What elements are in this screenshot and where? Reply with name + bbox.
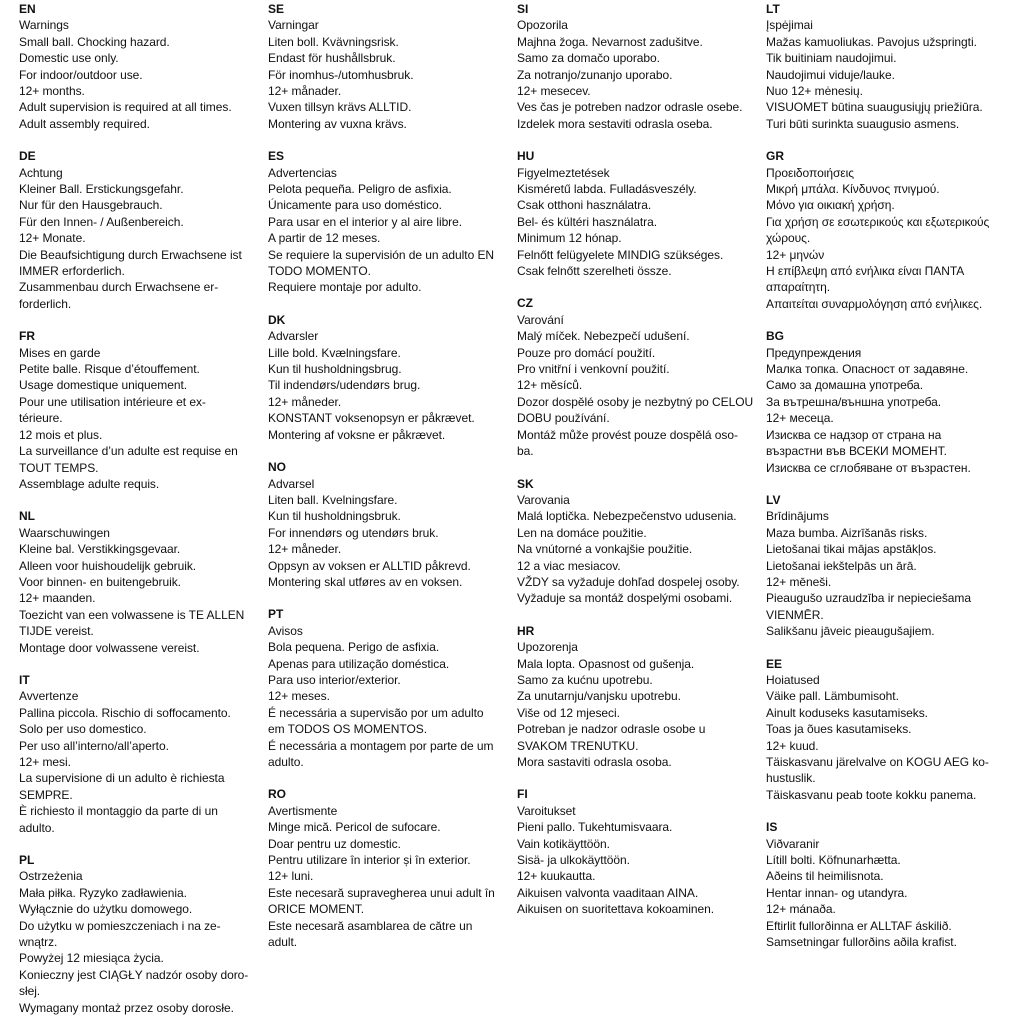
warning-line: ORICE MOMENT. [268,902,365,917]
language-code: NO [268,460,286,475]
language-code: DK [268,312,286,327]
language-code: LT [766,2,780,16]
warning-line: 12+ mesi. [19,754,71,769]
warning-line: Vuxen tillsyn krävs ALLTID. [268,100,412,115]
warning-line: Csak felnőtt szerelheti össze. [517,264,672,279]
warning-line: Lítill bolti. Köfnunarhætta. [766,853,901,867]
warning-line: Bel- és kültéri használatra. [517,214,657,229]
warning-line: Montering skal utføres av en voksen. [268,574,463,589]
warning-line: em TODOS OS MOMENTOS. [268,722,427,737]
warning-line: Įspėjimai [766,18,813,33]
warning-line: 12 mois et plus. [19,427,103,442]
warning-line: Eftirlit fullorðinna er ALLTAF áskilið. [766,918,952,933]
warning-line: ba. [517,444,534,459]
warning-line: Wyłącznie do użytku domowego. [19,902,193,917]
warning-line: Μικρή μπάλα. Κίνδυνος πνιγμού. [766,182,940,197]
warning-line: 12+ месеца. [766,411,834,426]
warning-line: Pelota pequeña. Peligro de asfixia. [268,182,452,197]
warning-line: Pro vnitřní i venkovní použití. [517,362,670,377]
warning-line: É necessária a supervisão por um adulto [268,705,484,720]
warning-line: Varningar [268,18,319,33]
warning-line: Mora sastaviti odrasla osoba. [517,754,672,769]
warning-line: Varovania [517,492,570,507]
warning-line: Dozor dospělé osoby je nezbytný po CELOU [517,394,754,409]
language-section-si [517,1,753,132]
warning-line: Aikuisen on suoritettava kokoaminen. [517,902,714,917]
warning-line: 12+ kuud. [766,738,819,753]
warning-line: Kleiner Ball. Erstickungsgefahr. [19,182,184,197]
warning-line: Advertencias [268,165,337,180]
warning-line: Malá loptička. Nebezpečenstvo udusenia. [517,509,737,524]
warning-line: Pentru utilizare în interior și în exterior. [268,853,471,867]
warning-line: Assemblage adulte requis. [19,476,160,491]
warning-line: Warnings [19,18,69,33]
warning-line: 12+ mesecev. [517,84,591,99]
warning-line: Η επίβλεψη από ενήλικα είναι ΠΑΝΤΑ [766,264,965,279]
language-code: DE [19,149,36,164]
warning-line: 12+ måneder. [268,394,342,409]
warning-line: Vain kotikäyttöön. [517,836,610,851]
language-section-se [268,1,506,132]
language-section-fi [517,786,753,917]
warning-line: Vyžaduje sa montáž dospelými osobami. [517,591,733,606]
language-code: FR [19,329,35,344]
warning-line: Csak otthoni használatra. [517,198,652,213]
warning-line: Small ball. Chocking hazard. [19,34,170,49]
warning-line: Achtung [19,165,63,180]
warning-line: 12+ luni. [268,869,314,884]
warning-line: Zusammenbau durch Erwachsene er- [19,280,219,295]
warning-line: Pieni pallo. Tukehtumisvaara. [517,820,673,835]
warning-line: Kleine bal. Verstikkingsgevaar. [19,542,181,557]
warning-line: 12+ kuukautta. [517,869,596,884]
warning-line: 12+ måneder. [268,542,342,557]
warning-line: Предупреждения [766,345,862,360]
warning-line: Изисква се сглобяване от възрастен. [766,460,971,475]
warning-line: Minimum 12 hónap. [517,231,622,246]
warning-line: Για χρήση σε εσωτερικούς και εξωτερικούς [766,214,990,229]
warning-line: TODO MOMENTO. [268,264,371,279]
language-code: IS [766,820,778,835]
warning-line: Montage door volwassene vereist. [19,640,200,655]
warning-line: Per uso all’interno/all’aperto. [19,738,169,753]
warning-line: Tik buitiniam naudojimui. [766,51,897,66]
warning-line: Die Beaufsichtigung durch Erwachsene ist [19,247,242,262]
warning-line: La surveillance d’un adulte est requise en [19,444,238,459]
language-code: IT [19,672,30,687]
warning-line: 12+ mánaða. [766,902,836,917]
warning-line: Voor binnen- en buitengebruik. [19,574,181,589]
warning-line: Maza bumba. Aizrīšanās risks. [766,525,928,540]
column-4 [766,1,1006,966]
warning-line: Advarsler [268,329,319,344]
warning-line: Konieczny jest CIĄGŁY nadzór osoby doro- [19,967,249,982]
warning-line: Avvertenze [19,689,79,704]
warning-line: Powyżej 12 miesiąca życia. [19,951,164,966]
warning-line: Viðvaranir [766,836,820,851]
warning-line: Für den Innen- / Außenbereich. [19,214,184,229]
warning-line: Petite balle. Risque d’étouffement. [19,362,200,377]
warning-line: Απαιτείται συναρμολόγηση από ενήλικες. [766,296,983,311]
warning-line: Προειδοποιήσεις [766,165,854,180]
language-section-pl [19,852,255,1016]
warning-line: Montering af voksne er påkrævet. [268,427,446,442]
column-3 [517,1,753,934]
language-section-lv [766,492,1006,640]
warning-line: Til indendørs/udendørs brug. [268,378,421,393]
warning-line: térieure. [19,411,63,426]
warning-line: Endast för hushållsbruk. [268,51,396,66]
warning-line: Liten ball. Kvelningsfare. [268,492,398,507]
warning-line: Lille bold. Kvælningsfare. [268,345,401,360]
warning-line: Lietošanai iekštelpās un ārā. [766,558,917,573]
warning-line: DOBU používání. [517,411,610,426]
language-section-hr [517,623,753,771]
warning-line: adulto. [268,754,304,769]
language-code: LV [766,492,781,507]
warning-line: SVAKOM TRENUTKU. [517,738,639,753]
warning-line: IMMER erforderlich. [19,264,125,279]
warning-line: Doar pentru uz domestic. [268,836,401,851]
warning-line: Felnőtt felügyelete MINDIG szükséges. [517,247,724,262]
column-2 [268,1,506,966]
warning-line: TOUT TEMPS. [19,460,99,475]
language-section-ee [766,656,1006,804]
warning-line: Само за домашна употреба. [766,378,924,393]
warning-line: Liten boll. Kvävningsrisk. [268,34,399,49]
warning-line: A partir de 12 meses. [268,231,381,246]
warning-line: Kun til husholdningsbruk. [268,509,401,524]
warning-line: απαραίτητη. [766,280,831,295]
warning-line: Para uso interior/exterior. [268,672,401,687]
warning-line: 12 a viac mesiacov. [517,558,621,573]
language-code: ES [268,149,285,164]
warning-line: Ostrzeżenia [19,869,83,884]
language-section-nl [19,508,255,656]
warning-line: Brīdinājums [766,509,829,524]
language-code: PL [19,853,35,868]
warning-line: SEMPRE. [19,787,73,802]
warning-line: Únicamente para uso doméstico. [268,198,442,213]
warning-line: Mises en garde [19,345,101,360]
language-section-sk [517,476,753,607]
warning-line: VIENMĒR. [766,607,824,622]
language-section-hu [517,148,753,279]
warning-line: adult. [268,935,298,950]
warning-line: Para usar en el interior y al aire libre. [268,214,463,229]
warning-line: Salikšanu jāveic pieaugušajiem. [766,624,935,639]
warning-line: Varování [517,312,564,327]
warning-line: 12+ měsíců. [517,378,583,393]
warning-line: Aðeins til heimilisnota. [766,869,884,884]
warning-line: Малка топка. Опасност от задавяне. [766,362,969,377]
warning-line: Apenas para utilização doméstica. [268,656,450,671]
warning-line: Aikuisen valvonta vaaditaan AINA. [517,885,699,900]
warning-line: Turi būti surinkta suaugusio asmens. [766,116,960,131]
language-section-gr [766,148,1006,312]
language-code: EE [766,656,783,671]
warning-line: Više od 12 mjeseci. [517,705,620,720]
warning-line: Varoitukset [517,803,576,818]
warning-line: Malý míček. Nebezpečí udušení. [517,329,690,344]
warning-line: Toezicht van een volwassene is TE ALLEN [19,607,245,622]
warning-line: Do użytku w pomieszczeniach i na ze- [19,918,221,933]
warning-line: Potreban je nadzor odrasle osobe u [517,722,706,737]
warning-line: Avertismente [268,803,338,818]
warning-line: Za notranjo/zunanjo uporabo. [517,67,673,82]
warning-line: Täiskasvanu järelvalve on KOGU AEG ko- [766,754,989,769]
warning-line: Изисква се надзор от страна на [766,427,942,442]
language-section-es [268,148,506,296]
warning-line: Montáž může provést pouze dospělá oso- [517,427,738,442]
warning-line: Toas ja õues kasutamiseks. [766,722,912,737]
language-code: FI [517,787,528,802]
warning-line: Pallina piccola. Rischio di soffocamento. [19,705,231,720]
warning-line: Montering av vuxna krävs. [268,116,407,131]
warning-line: adulto. [19,820,55,835]
warning-line: VŽDY sa vyžaduje dohľad dospelej osoby. [517,574,740,589]
language-section-ro [268,786,506,950]
language-code: HU [517,149,535,164]
warning-line: Pouze pro domácí použití. [517,345,656,360]
warning-line: Pieaugušo uzraudzība ir nepieciešama [766,591,971,606]
warning-line: Minge mică. Pericol de sufocare. [268,820,441,835]
warning-line: Upozorenja [517,640,578,655]
warning-line: 12+ mēneši. [766,574,832,589]
warning-line: Hentar innan- og utandyra. [766,885,908,900]
language-code: EN [19,2,36,16]
warning-line: Waarschuwingen [19,525,110,540]
warning-line: Hoiatused [766,672,820,687]
warning-line: Μόνο για οικιακή χρήση. [766,198,895,213]
warning-line: Ainult koduseks kasutamiseks. [766,705,928,720]
language-section-lt [766,1,1006,132]
warning-line: Adult supervision is required at all times. [19,100,232,115]
warning-line: wnątrz. [19,935,58,950]
language-code: HR [517,623,535,638]
warning-line: Opozorila [517,18,568,33]
warning-line: Advarsel [268,476,315,491]
warning-line: възрастни във ВСЕКИ МОМЕНТ. [766,444,947,459]
language-section-pt [268,606,506,770]
warning-line: Len na domáce použitie. [517,525,647,540]
warning-line: Izdelek mora sestaviti odrasla oseba. [517,116,713,131]
warning-line: Este necesară asamblarea de către un [268,918,473,933]
warning-line: Samo za domačo uporabo. [517,51,660,66]
warning-line: Pour une utilisation intérieure et ex- [19,394,206,409]
warning-line: 12+ Monate. [19,231,86,246]
warning-line: 12+ maanden. [19,591,96,606]
warning-line: TIJDE vereist. [19,624,94,639]
warning-line: La supervisione di un adulto è richiesta [19,771,225,786]
warning-line: Nur für den Hausgebrauch. [19,198,163,213]
warning-line: For innendørs og utendørs bruk. [268,525,439,540]
warning-line: Este necesară supravegherea unui adult în [268,885,495,900]
language-code: CZ [517,296,533,311]
warning-line: Naudojimui viduje/lauke. [766,67,895,82]
warning-line: Nuo 12+ mėnesių. [766,84,863,99]
warning-line: Väike pall. Lämbumisoht. [766,689,899,704]
language-code: PT [268,607,284,622]
warning-line: For indoor/outdoor use. [19,67,143,82]
warning-line: Majhna žoga. Nevarnost zadušitve. [517,34,703,49]
warning-line: Adult assembly required. [19,116,150,131]
warning-line: Ves čas je potreben nadzor odrasle osebe. [517,100,743,115]
warning-line: Na vnútorné a vonkajšie použitie. [517,542,693,557]
language-section-no [268,459,506,590]
language-code: SI [517,2,529,16]
language-code: BG [766,329,784,344]
warning-line: Täiskasvanu peab toote kokku panema. [766,787,977,802]
warning-line: Se requiere la supervisión de un adulto EN [268,247,495,262]
language-section-is [766,819,1006,950]
warning-line: Bola pequena. Perigo de asfixia. [268,640,440,655]
warning-line: Domestic use only. [19,51,119,66]
warning-line: χώρους. [766,231,811,246]
warning-line: Mała piłka. Ryzyko zadławienia. [19,885,187,900]
language-section-en [19,1,255,132]
warning-line: È richiesto il montaggio da parte di un [19,804,218,819]
column-1 [19,1,255,1032]
warning-line: Sisä- ja ulkokäyttöön. [517,853,630,867]
warning-line: Oppsyn av voksen er ALLTID påkrevd. [268,558,471,573]
language-code: NL [19,509,35,524]
language-code: SK [517,476,534,491]
warning-line: hustuslik. [766,771,816,786]
language-code: RO [268,787,286,802]
language-section-cz [517,295,753,459]
warning-line: VISUOMET būtina suaugusiųjų priežiūra. [766,100,983,115]
warning-line: 12+ months. [19,84,85,99]
warning-line: słej. [19,984,41,999]
warning-line: Figyelmeztetések [517,165,610,180]
warning-line: Wymagany montaż przez osoby dorosłe. [19,1000,234,1015]
language-section-de [19,148,255,312]
warning-line: Mala lopta. Opasnost od gušenja. [517,656,695,671]
warning-line: Samo za kućnu upotrebu. [517,672,653,687]
warning-line: 12+ μηνών [766,247,825,262]
warning-line: Avisos [268,623,303,638]
warning-line: 12+ meses. [268,689,330,704]
language-section-bg [766,328,1006,476]
warning-line: Lietošanai tikai mājas apstākļos. [766,542,937,557]
language-section-dk [268,312,506,443]
warning-line: Requiere montaje por adulto. [268,280,422,295]
warning-line: Samsetningar fullorðins aðila krafist. [766,935,957,950]
warning-line: За вътрешна/външна употреба. [766,394,942,409]
warning-line: Solo per uso domestico. [19,722,147,737]
warning-line: Mažas kamuoliukas. Pavojus užspringti. [766,34,977,49]
warning-line: Alleen voor huishoudelijk gebruik. [19,558,197,573]
language-code: SE [268,2,285,16]
warning-line: forderlich. [19,296,72,311]
warning-line: É necessária a montagem por parte de um [268,738,494,753]
warning-line: Usage domestique uniquement. [19,378,188,393]
language-code: GR [766,149,784,164]
warning-line: 12+ månader. [268,84,342,99]
warning-line: För inomhus-/utomhusbruk. [268,67,414,82]
warning-line: Za unutarnju/vanjsku upotrebu. [517,689,681,704]
language-section-fr [19,328,255,492]
warning-line: Kun til husholdningsbrug. [268,362,402,377]
warning-line: KONSTANT voksenopsyn er påkrævet. [268,411,475,426]
language-section-it [19,672,255,836]
warning-line: Kisméretű labda. Fulladásveszély. [517,182,697,197]
